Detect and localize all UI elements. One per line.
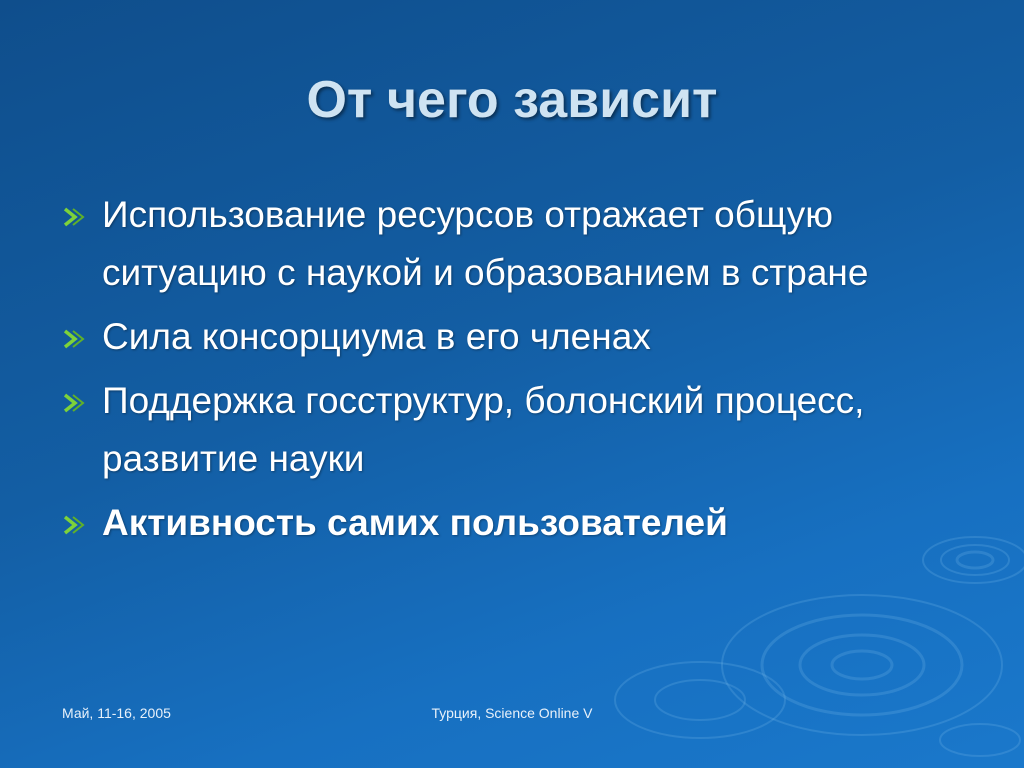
bullet-list xyxy=(62,186,962,558)
bullet-text: Поддержка госструктур, болонский процесс, развитие науки xyxy=(102,380,865,479)
arrow-right-icon xyxy=(62,206,88,228)
slide-title: От чего зависит xyxy=(306,71,718,129)
footer-date: Май, 11-16, 2005 xyxy=(62,705,171,721)
bullet-text: Использование ресурсов отражает общую ситуацию с наукой и образованием в стране xyxy=(102,194,869,293)
arrow-right-icon xyxy=(62,328,88,350)
footer-event: Турция, Science Online V xyxy=(431,705,593,721)
bullet-item xyxy=(62,494,962,552)
arrow-right-icon xyxy=(62,514,88,536)
bullet-item xyxy=(62,186,962,302)
bullet-text: Сила консорциума в его членах xyxy=(102,316,651,357)
bullet-text: Активность самих пользователей xyxy=(102,502,728,543)
arrow-right-icon xyxy=(62,392,88,414)
bullet-item xyxy=(62,372,962,488)
bullet-item xyxy=(62,308,962,366)
